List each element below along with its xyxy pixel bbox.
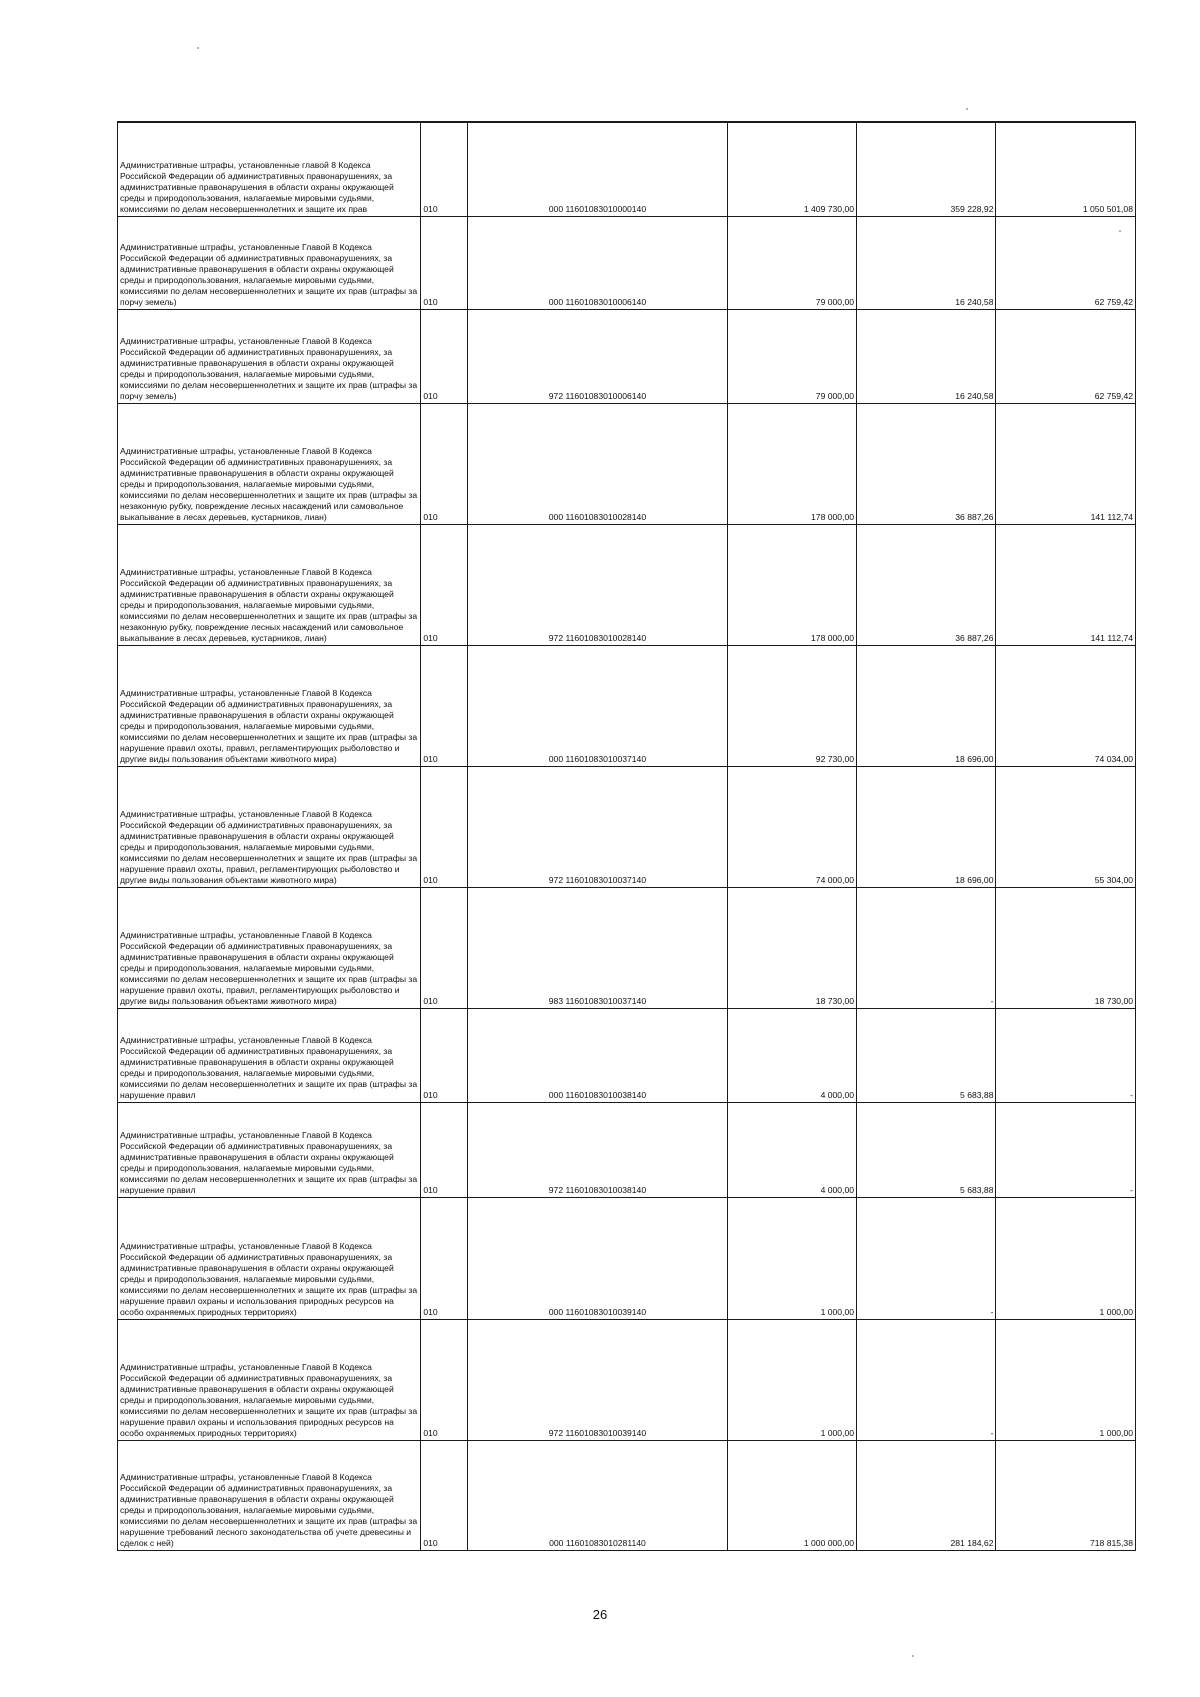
remaining-amount-cell: 62 759,42 bbox=[996, 309, 1136, 403]
remaining-amount-cell: 1 000,00 bbox=[996, 1319, 1136, 1440]
scan-speck bbox=[1119, 230, 1121, 232]
executed-amount-cell: 359 228,92 bbox=[857, 122, 996, 216]
executed-amount-cell: - bbox=[857, 887, 996, 1008]
line-code-cell: 010 bbox=[421, 1102, 468, 1197]
remaining-amount-cell: 1 050 501,08 bbox=[996, 122, 1136, 216]
remaining-amount-cell: 74 034,00 bbox=[996, 645, 1136, 766]
line-code-cell: 010 bbox=[421, 645, 468, 766]
approved-amount-cell: 4 000,00 bbox=[727, 1008, 856, 1102]
approved-amount-cell: 178 000,00 bbox=[727, 403, 856, 524]
line-code-cell: 010 bbox=[421, 122, 468, 216]
income-name-cell: Административные штрафы, установленные Главой 8 Кодекса Российской Федерации об административных правонарушениях, за административные правонарушения в области охраны окружающей среды и природопользования, налагаемые мировыми судьями, комиссиями по делам несовершеннолетних и защите их прав (штрафы за нарушение правил охоты, правил, регламентирующих рыболовство и другие виды пользования объектами животного мира) bbox=[118, 645, 421, 766]
line-code-cell: 010 bbox=[421, 1440, 468, 1550]
table-row bbox=[118, 645, 1136, 766]
executed-amount-cell: - bbox=[857, 1197, 996, 1319]
scan-speck bbox=[197, 47, 199, 49]
remaining-amount-cell: 718 815,38 bbox=[996, 1440, 1136, 1550]
table-row bbox=[118, 1440, 1136, 1550]
income-name-cell: Административные штрафы, установленные Главой 8 Кодекса Российской Федерации об административных правонарушениях, за административные правонарушения в области охраны окружающей среды и природопользования, налагаемые мировыми судьями, комиссиями по делам несовершеннолетних и защите их прав (штрафы за порчу земель) bbox=[118, 216, 421, 309]
line-code-cell: 010 bbox=[421, 1319, 468, 1440]
income-name-cell: Административные штрафы, установленные Главой 8 Кодекса Российской Федерации об административных правонарушениях, за административные правонарушения в области охраны окружающей среды и природопользования, налагаемые мировыми судьями, комиссиями по делам несовершеннолетних и защите их прав (штрафы за нарушение правил охраны и использования природных ресурсов на особо охраняемых природных территориях) bbox=[118, 1319, 421, 1440]
budget-classification-code-cell: 000 11601083010037140 bbox=[468, 645, 728, 766]
budget-classification-code-cell: 972 11601083010028140 bbox=[468, 524, 728, 645]
approved-amount-cell: 74 000,00 bbox=[727, 766, 856, 887]
line-code-cell: 010 bbox=[421, 766, 468, 887]
table-row bbox=[118, 766, 1136, 887]
table-row bbox=[118, 1008, 1136, 1102]
budget-classification-code-cell: 972 11601083010038140 bbox=[468, 1102, 728, 1197]
approved-amount-cell: 1 000,00 bbox=[727, 1319, 856, 1440]
remaining-amount-cell: - bbox=[996, 1102, 1136, 1197]
income-name-cell: Административные штрафы, установленные Главой 8 Кодекса Российской Федерации об административных правонарушениях, за административные правонарушения в области охраны окружающей среды и природопользования, налагаемые мировыми судьями, комиссиями по делам несовершеннолетних и защите их прав (штрафы за нарушение правил bbox=[118, 1008, 421, 1102]
executed-amount-cell: 18 696,00 bbox=[857, 645, 996, 766]
budget-classification-code-cell: 000 11601083010028140 bbox=[468, 403, 728, 524]
income-name-cell: Административные штрафы, установленные Главой 8 Кодекса Российской Федерации об административных правонарушениях, за административные правонарушения в области охраны окружающей среды и природопользования, налагаемые мировыми судьями, комиссиями по делам несовершеннолетних и защите их прав (штрафы за нарушение правил охоты, правил, регламентирующих рыболовство и другие виды пользования объектами животного мира) bbox=[118, 766, 421, 887]
executed-amount-cell: 36 887,26 bbox=[857, 403, 996, 524]
income-name-cell: Административные штрафы, установленные Главой 8 Кодекса Российской Федерации об административных правонарушениях, за административные правонарушения в области охраны окружающей среды и природопользования, налагаемые мировыми судьями, комиссиями по делам несовершеннолетних и защите их прав (штрафы за нарушение правил охоты, правил, регламентирующих рыболовство и другие виды пользования объектами животного мира) bbox=[118, 887, 421, 1008]
budget-classification-code-cell: 972 11601083010039140 bbox=[468, 1319, 728, 1440]
executed-amount-cell: 16 240,58 bbox=[857, 216, 996, 309]
approved-amount-cell: 79 000,00 bbox=[727, 216, 856, 309]
remaining-amount-cell: 18 730,00 bbox=[996, 887, 1136, 1008]
executed-amount-cell: 5 683,88 bbox=[857, 1102, 996, 1197]
budget-classification-code-cell: 000 11601083010281140 bbox=[468, 1440, 728, 1550]
remaining-amount-cell: 1 000,00 bbox=[996, 1197, 1136, 1319]
table-row bbox=[118, 1102, 1136, 1197]
scan-speck bbox=[912, 1655, 914, 1657]
approved-amount-cell: 18 730,00 bbox=[727, 887, 856, 1008]
budget-classification-code-cell: 983 11601083010037140 bbox=[468, 887, 728, 1008]
line-code-cell: 010 bbox=[421, 216, 468, 309]
remaining-amount-cell: 55 304,00 bbox=[996, 766, 1136, 887]
line-code-cell: 010 bbox=[421, 524, 468, 645]
line-code-cell: 010 bbox=[421, 403, 468, 524]
executed-amount-cell: 16 240,58 bbox=[857, 309, 996, 403]
table-row bbox=[118, 403, 1136, 524]
income-name-cell: Административные штрафы, установленные Главой 8 Кодекса Российской Федерации об административных правонарушениях, за административные правонарушения в области охраны окружающей среды и природопользования, налагаемые мировыми судьями, комиссиями по делам несовершеннолетних и защите их прав (штрафы за нарушение правил bbox=[118, 1102, 421, 1197]
budget-classification-code-cell: 972 11601083010037140 bbox=[468, 766, 728, 887]
income-name-cell: Административные штрафы, установленные Главой 8 Кодекса Российской Федерации об административных правонарушениях, за административные правонарушения в области охраны окружающей среды и природопользования, налагаемые мировыми судьями, комиссиями по делам несовершеннолетних и защите их прав (штрафы за незаконную рубку, повреждение лесных насаждений или самовольное выкапывание в лесах деревьев, кустарников, лиан) bbox=[118, 524, 421, 645]
line-code-cell: 010 bbox=[421, 887, 468, 1008]
line-code-cell: 010 bbox=[421, 309, 468, 403]
budget-classification-code-cell: 000 11601083010000140 bbox=[468, 122, 728, 216]
table-row bbox=[118, 1319, 1136, 1440]
table-row bbox=[118, 309, 1136, 403]
approved-amount-cell: 1 000 000,00 bbox=[727, 1440, 856, 1550]
executed-amount-cell: - bbox=[857, 1319, 996, 1440]
table-row bbox=[118, 122, 1136, 216]
budget-classification-code-cell: 000 11601083010039140 bbox=[468, 1197, 728, 1319]
budget-classification-code-cell: 000 11601083010038140 bbox=[468, 1008, 728, 1102]
table-row bbox=[118, 216, 1136, 309]
approved-amount-cell: 92 730,00 bbox=[727, 645, 856, 766]
remaining-amount-cell: - bbox=[996, 1008, 1136, 1102]
approved-amount-cell: 1 409 730,00 bbox=[727, 122, 856, 216]
income-name-cell: Административные штрафы, установленные Главой 8 Кодекса Российской Федерации об административных правонарушениях, за административные правонарушения в области охраны окружающей среды и природопользования, налагаемые мировыми судьями, комиссиями по делам несовершеннолетних и защите их прав (штрафы за нарушение требований лесного законодательства об учете древесины и сделок с ней) bbox=[118, 1440, 421, 1550]
executed-amount-cell: 18 696,00 bbox=[857, 766, 996, 887]
page-number: 26 bbox=[592, 1607, 608, 1622]
executed-amount-cell: 5 683,88 bbox=[857, 1008, 996, 1102]
table-row bbox=[118, 887, 1136, 1008]
table-row bbox=[118, 1197, 1136, 1319]
table-row bbox=[118, 524, 1136, 645]
income-name-cell: Административные штрафы, установленные Главой 8 Кодекса Российской Федерации об административных правонарушениях, за административные правонарушения в области охраны окружающей среды и природопользования, налагаемые мировыми судьями, комиссиями по делам несовершеннолетних и защите их прав (штрафы за незаконную рубку, повреждение лесных насаждений или самовольное выкапывание в лесах деревьев, кустарников, лиан) bbox=[118, 403, 421, 524]
budget-classification-code-cell: 972 11601083010006140 bbox=[468, 309, 728, 403]
income-name-cell: Административные штрафы, установленные Главой 8 Кодекса Российской Федерации об административных правонарушениях, за административные правонарушения в области охраны окружающей среды и природопользования, налагаемые мировыми судьями, комиссиями по делам несовершеннолетних и защите их прав (штрафы за порчу земель) bbox=[118, 309, 421, 403]
report-table-sheet bbox=[117, 121, 1136, 1551]
approved-amount-cell: 4 000,00 bbox=[727, 1102, 856, 1197]
budget-classification-code-cell: 000 11601083010006140 bbox=[468, 216, 728, 309]
budget-income-table bbox=[117, 121, 1136, 1551]
income-name-cell: Административные штрафы, установленные главой 8 Кодекса Российской Федерации об административных правонарушениях, за административные правонарушения в области охраны окружающей среды и природопользования, налагаемые мировыми судьями, комиссиями по делам несовершеннолетних и защите их прав bbox=[118, 122, 421, 216]
scan-speck bbox=[966, 108, 968, 110]
executed-amount-cell: 281 184,62 bbox=[857, 1440, 996, 1550]
executed-amount-cell: 36 887,26 bbox=[857, 524, 996, 645]
remaining-amount-cell: 141 112,74 bbox=[996, 524, 1136, 645]
approved-amount-cell: 1 000,00 bbox=[727, 1197, 856, 1319]
approved-amount-cell: 79 000,00 bbox=[727, 309, 856, 403]
income-name-cell: Административные штрафы, установленные Главой 8 Кодекса Российской Федерации об административных правонарушениях, за административные правонарушения в области охраны окружающей среды и природопользования, налагаемые мировыми судьями, комиссиями по делам несовершеннолетних и защите их прав (штрафы за нарушение правил охраны и использования природных ресурсов на особо охраняемых природных территориях) bbox=[118, 1197, 421, 1319]
remaining-amount-cell: 62 759,42 bbox=[996, 216, 1136, 309]
remaining-amount-cell: 141 112,74 bbox=[996, 403, 1136, 524]
line-code-cell: 010 bbox=[421, 1197, 468, 1319]
line-code-cell: 010 bbox=[421, 1008, 468, 1102]
approved-amount-cell: 178 000,00 bbox=[727, 524, 856, 645]
